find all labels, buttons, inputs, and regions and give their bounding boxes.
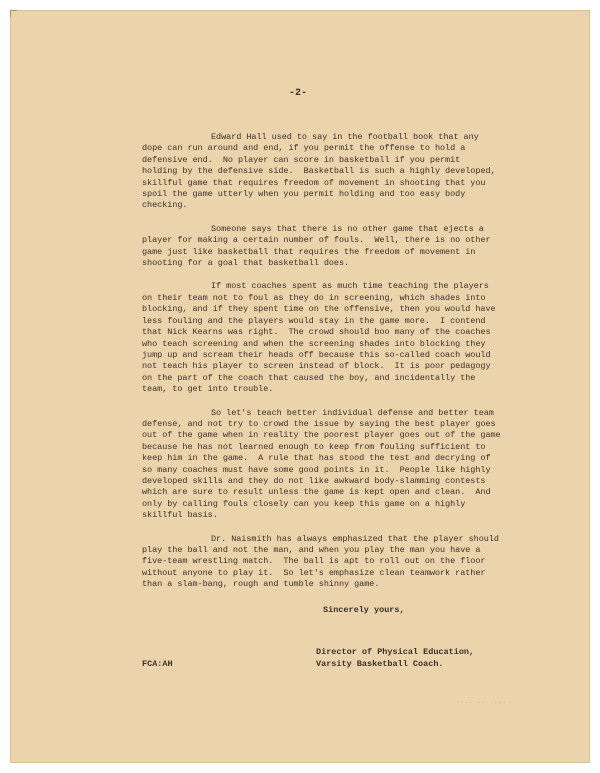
text-line: only by calling fouls closely can you keep this game on a highly — [142, 498, 466, 509]
text-line: skillful basis. — [142, 510, 218, 521]
text-line: than a slam-bang, rough and tumble shinny game. — [142, 579, 380, 590]
signature-block — [316, 646, 474, 670]
text-line: team, to get into trouble. — [142, 384, 274, 395]
text-line: holding by the defensive side. Basketball is such a highly developed, — [142, 166, 496, 177]
typist-initials: FCA:AH — [142, 659, 173, 669]
text-line: dope can run around and end, if you permit the offense to hold a — [142, 143, 466, 154]
text-line: on the part of the coach that caused the boy, and incidentally the — [142, 372, 476, 383]
text-line: out of the game when in reality the poorest player goes out of the game — [142, 430, 501, 441]
text-line: defensive end. No player can score in basketball if you permit — [142, 154, 461, 165]
page-number: -2- — [289, 88, 308, 99]
text-line: Someone says that there is no other game that ejects a — [211, 223, 484, 234]
text-line: Dr. Naismith has always emphasized that the player should — [211, 533, 499, 544]
text-line: skillful game that requires freedom of movement in shooting that you — [142, 177, 486, 188]
text-line: spoil the game utterly when you permit holding and too easy body — [142, 189, 466, 200]
text-line: that Nick Kearns was right. The crowd should boo many of the coaches — [142, 327, 491, 338]
text-line: without anyone to play it. So let's emphasize clean teamwork rather — [142, 567, 486, 578]
text-line: blocking, and if they spent time on the offensive, then you would have — [142, 304, 496, 315]
paragraph — [142, 224, 544, 270]
text-line: player for making a certain number of fouls. Well, there is no other — [142, 235, 491, 246]
signature-title-line: Varsity Basketball Coach. — [316, 659, 444, 669]
text-line: five-team wrestling match. The ball is apt to roll out on the floor — [142, 556, 486, 567]
paragraph — [142, 534, 544, 591]
text-line: on their team not to foul as they do in screening, which shades into — [142, 292, 486, 303]
paragraph — [142, 281, 544, 395]
text-line: not teach his player to screen instead of block. It is poor pedagogy — [142, 361, 491, 372]
paragraph — [142, 132, 544, 212]
text-line: checking. — [142, 200, 188, 211]
text-line: because he has not learned enough to keep from fouling sufficient to — [142, 441, 486, 452]
text-line: defense, and not try to crowd the issue by saying the best player goes — [142, 418, 496, 429]
text-line: so many coaches must have some good points in it. People like highly — [142, 464, 491, 475]
text-line: play the ball and not the man, and when you play the man you have a — [142, 545, 481, 555]
letter-body — [142, 132, 544, 603]
text-line: If most coaches spent as much time teaching the players — [211, 281, 489, 292]
paragraph — [142, 408, 544, 522]
text-line: Edward Hall used to say in the football book that any — [211, 132, 479, 142]
text-line: So let's teach better individual defense and better team — [211, 407, 494, 418]
closing-salutation: Sincerely yours, — [323, 605, 405, 615]
text-line: less fouling and the players would stay in the game more. I contend — [142, 315, 486, 326]
text-line: who teach screening and when the screening shades into blocking they — [142, 338, 486, 349]
signature-title-line: Director of Physical Education, — [316, 647, 475, 657]
corner-mark — [10, 10, 17, 17]
letter-page — [10, 10, 590, 763]
bleed-through-mark: .... .. .... — [456, 698, 507, 706]
text-line: developed skills and they do not like awkward body-slamming contests — [142, 475, 486, 486]
text-line: game just like basketball that requires the freedom of movement in — [142, 246, 476, 257]
text-line: keep him in the game. A rule that has stood the test and decrying of — [142, 453, 491, 464]
text-line: shooting for a goal that basketball does. — [142, 258, 350, 269]
text-line: jump up and scream their heads off because this so-called coach would — [142, 349, 491, 360]
text-line: which are sure to result unless the game is kept open and clean. And — [142, 487, 491, 498]
